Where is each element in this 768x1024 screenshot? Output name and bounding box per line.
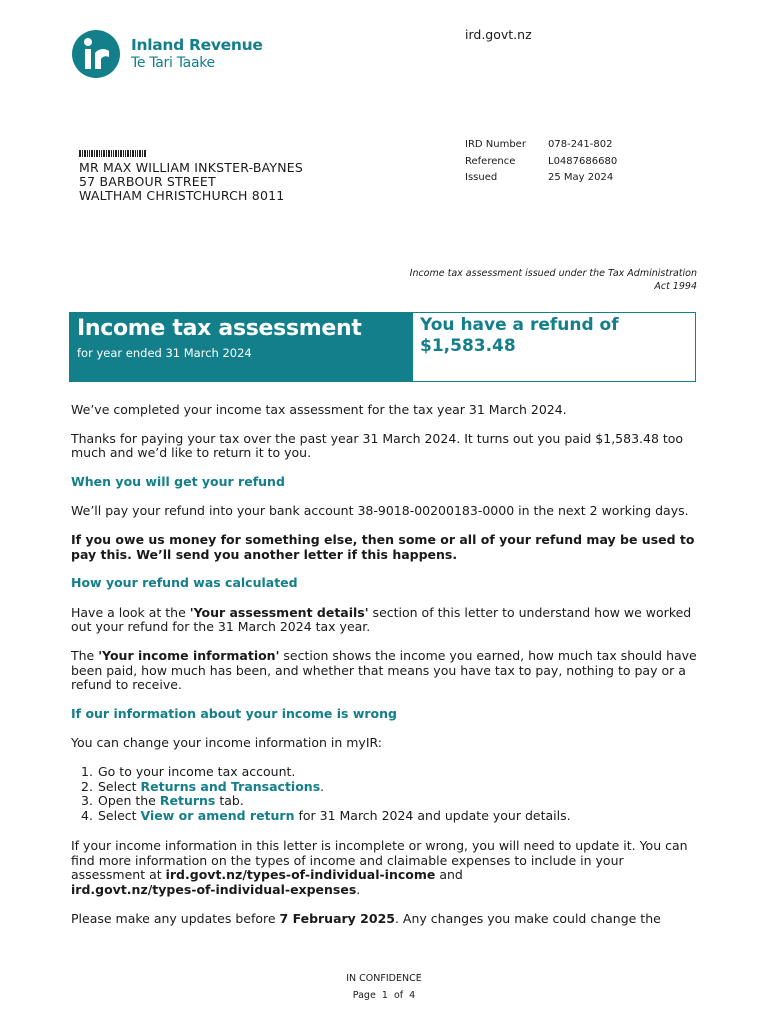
act-note: Income tax assessment issued under the Tax Administration Act 1994 [409, 268, 697, 292]
returns-transactions-link[interactable]: Returns and Transactions [140, 778, 321, 794]
text-bold: 'Your income information' [98, 647, 280, 663]
assessment-banner [69, 312, 696, 382]
address-line-3: WALTHAM CHRISTCHURCH 8011 [79, 188, 285, 203]
logo-subtitle: Te Tari Taake [131, 55, 215, 71]
paragraph: We’ve completed your income tax assessment for the tax year 31 March 2024. [71, 402, 567, 417]
text: and [435, 867, 463, 883]
ird-logo-icon [71, 29, 121, 79]
text: . [320, 778, 325, 794]
deadline-date: 7 February 2025 [279, 910, 395, 926]
paragraph [71, 649, 701, 693]
text: If your income information in this letter is incomplete or wrong, you will need to update it. You can find more information on the types of income and claimable expenses to include in your assessment at [71, 838, 688, 883]
text: Please make any updates before [71, 910, 280, 926]
text: . [356, 882, 361, 898]
text: section shows the income you earned, how much tax should have been paid, how much has been, and whether that means you have tax to pay, nothing to pay or a refund to receive. [71, 647, 697, 693]
ird-logo [71, 28, 271, 80]
text: Open the [98, 793, 160, 809]
ref-label: IRD Number [465, 139, 526, 150]
list-item [71, 794, 701, 809]
view-amend-return-link[interactable]: View or amend return [140, 807, 295, 823]
recipient-address [79, 161, 303, 203]
assessment-title: Income tax assessment [77, 316, 362, 341]
ref-row [465, 137, 617, 154]
section-heading: How your refund was calculated [71, 575, 298, 591]
expenses-types-link[interactable]: ird.govt.nz/types-of-individual-expenses [71, 882, 357, 898]
paragraph: Thanks for paying your tax over the past year 31 March 2024. It turns out you paid $1,583.48 too much and we’d like to return it to you. [71, 430, 684, 461]
assessment-subtitle: for year ended 31 March 2024 [77, 346, 252, 360]
website-link[interactable]: ird.govt.nz [465, 27, 532, 42]
text: section of this letter to understand how we worked out your refund for the 31 March 2024 tax year. [71, 604, 692, 635]
address-line-2: 57 BARBOUR STREET [79, 174, 216, 189]
page-total: 4 [409, 990, 416, 1001]
paragraph-bold: If you owe us money for something else, then some or all of your refund may be used to pay this. We’ll send you another letter if this happens. [71, 531, 695, 562]
ref-value: 25 May 2024 [548, 172, 614, 183]
paragraph [71, 912, 701, 927]
returns-tab-link[interactable]: Returns [159, 793, 216, 809]
step-number: 2. [81, 778, 93, 794]
assessment-title-box [69, 312, 412, 382]
page-current: 1 [381, 990, 388, 1001]
text: tab. [215, 793, 244, 809]
text-bold: 'Your assessment details' [189, 604, 369, 620]
logo-name: Inland Revenue [131, 36, 263, 54]
list-item [71, 780, 701, 795]
refund-amount: $1,583.48 [420, 336, 516, 356]
section-heading: If our information about your income is wrong [71, 705, 397, 721]
step-number: 1. [81, 763, 93, 779]
text: Select [98, 778, 141, 794]
text: Go to your income tax account. [98, 763, 296, 779]
step-number: 4. [81, 807, 93, 823]
ref-label: Reference [465, 155, 516, 167]
paragraph: You can change your income information in myIR: [71, 735, 383, 751]
refund-label: You have a refund of [420, 315, 619, 335]
section-heading: When you will get your refund [71, 473, 285, 489]
text: for 31 March 2024 and update your details. [294, 807, 571, 823]
text: The [71, 647, 99, 663]
postal-barcode [79, 150, 159, 157]
steps-list [71, 765, 701, 823]
ref-value: L0487686680 [548, 155, 618, 167]
paragraph [71, 606, 701, 635]
list-item [71, 809, 701, 824]
ref-row [465, 154, 617, 171]
text: Have a look at the [71, 604, 190, 620]
refund-box [412, 312, 696, 382]
income-types-link[interactable]: ird.govt.nz/types-of-individual-income [165, 867, 436, 883]
paragraph [71, 839, 701, 897]
address-line-1: MR MAX WILLIAM INKSTER-BAYNES [79, 160, 304, 175]
paragraph: We’ll pay your refund into your bank account 38-9018-00200183-0000 in the next 2 working days. [71, 503, 689, 519]
page-label: Page [352, 990, 376, 1001]
ref-label: Issued [465, 172, 498, 183]
list-item [71, 765, 701, 780]
text: Select [98, 807, 141, 823]
text: . Any changes you make could change the [394, 910, 661, 926]
letter-body [71, 403, 701, 940]
confidence-label: IN CONFIDENCE [346, 973, 422, 984]
ref-row [465, 170, 617, 187]
page-number [0, 990, 768, 1001]
reference-info [465, 137, 617, 187]
page-of: of [393, 990, 404, 1001]
step-number: 3. [81, 793, 93, 809]
ref-value: 078-241-802 [548, 139, 613, 150]
